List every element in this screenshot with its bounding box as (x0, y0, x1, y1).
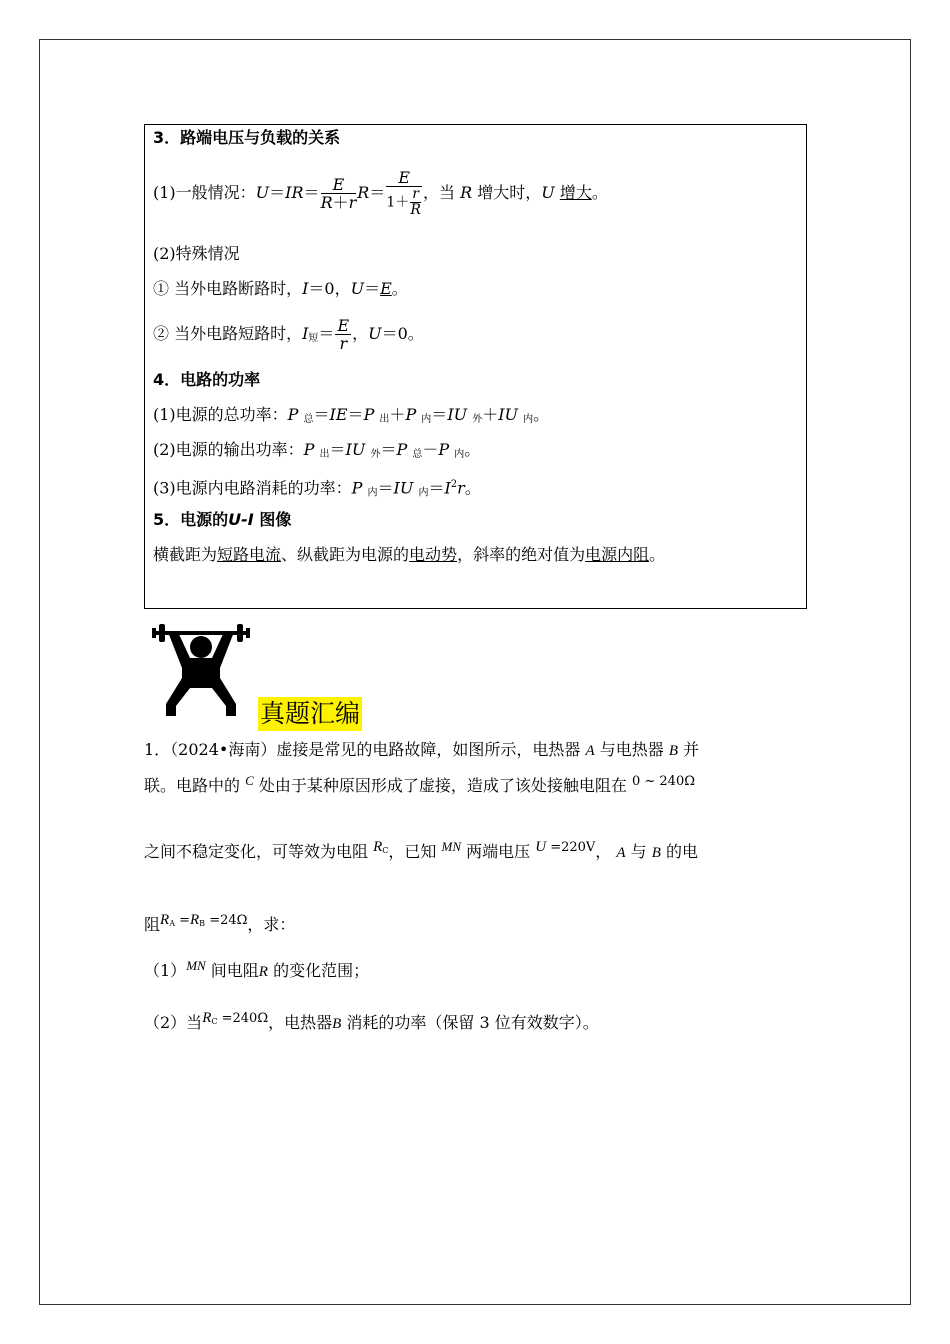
open-circuit-line: ① 当外电路断路时，I＝0，U＝E。 (153, 279, 408, 298)
section-5-title (153, 509, 291, 531)
section-5-title-prefix: 5．电源的 (153, 510, 229, 529)
total-power-line: (1)电源的总功率：P $_总$＝IE＝P $_出$＋P $_内$＝IU $_外$＋IU $_内$。 (153, 405, 550, 425)
ui-text-3: ，斜率的绝对值为 (457, 545, 586, 564)
question-text-4b: ，求： (247, 915, 296, 934)
general-case-formula: (1)一般情况：U＝IR＝ $\frac{E}{R+r}$ R＝ E 1＋ $\frac{r}{R}$ ，当 R 增大时，U 增大。 (153, 168, 608, 218)
internal-power-line: (3)电源内电路消耗的功率：P $_内$＝IU $_内=I^2r$。 (153, 478, 481, 499)
section-4-title: 4．电路的功率 (153, 370, 261, 389)
ui-text-1: 横截距为 (153, 545, 218, 564)
section-heading: 真题汇编 (258, 697, 362, 731)
question-line-1: 1．（2024•海南）虚接是常见的电路故障，如图所示，电热器 A 与电热器 B 并 (144, 740, 700, 759)
question-sub-1-num: （1） (144, 961, 187, 980)
internal-power-label: (3)电源内电路消耗的功率： (153, 478, 352, 498)
question-text-2b: 处由于某种原因形成了虚接，造成了该处接触电阻在 (258, 776, 627, 795)
question-line-4: 阻$^{R_A =R_B =24\Omega}$，求： (144, 912, 296, 934)
question-text-1a: 1．（2024•海南）虚接是常见的电路故障，如图所示，电热器 (144, 740, 581, 759)
output-power-line: (2)电源的输出功率：P $_出$＝IU $_外$＝P $_总$－P $_内$。 (153, 440, 481, 460)
question-sub-1-text-a: 间电阻 (210, 961, 259, 980)
question-sub-2-num: （2）当 (144, 1013, 203, 1032)
output-power-label: (2)电源的输出功率： (153, 440, 304, 459)
ui-answer-1: 短路电流 (217, 545, 282, 564)
ui-text-4: 。 (649, 545, 666, 564)
ui-text-2: 、纵截距为电源的 (281, 545, 410, 564)
question-range: 0 ~ 240Ω (631, 774, 696, 789)
general-case-text-2: 增大时， (477, 183, 542, 202)
question-text-1b: 与电热器 (599, 740, 664, 759)
question-sub-2-text-a: ，电热器 (268, 1013, 333, 1032)
total-power-label: (1)电源的总功率： (153, 405, 288, 424)
question-sub-2: （2）当$^{R_C =240\Omega}$，电热器B 消耗的功率（保留 3 位有效数字）。 (144, 1010, 599, 1032)
general-case-label: (1)一般情况： (153, 183, 256, 202)
question-resistance: =24Ω (209, 913, 248, 928)
question-text-4a: 阻 (144, 915, 161, 934)
question-text-1c: 并 (683, 740, 700, 759)
weightlifter-icon (150, 620, 252, 720)
open-circuit-label: ① 当外电路断路时， (153, 279, 303, 298)
special-case-title: (2)特殊情况 (153, 244, 240, 263)
question-text-3a: 之间不稳定变化，可等效为电阻 (144, 842, 369, 861)
section-5-title-var: U-I (228, 510, 254, 529)
question-text-3e: 的电 (666, 842, 699, 861)
question-line-3: 之间不稳定变化，可等效为电阻 $^{R_C}$，已知 $^{MN}$ 两端电压 $^{U =220V}$， A 与 B 的电 (144, 839, 699, 861)
question-line-2: 联。电路中的 $^C$ 处由于某种原因形成了虚接，造成了该处接触电阻在 $^{0 \sim 240\Omega}$ (144, 773, 696, 795)
ui-graph-line (153, 544, 665, 566)
section-5-title-suffix: 图像 (259, 510, 292, 529)
question-text-3b: ，已知 (388, 842, 437, 861)
section-3-title: 3．路端电压与负载的关系 (153, 128, 341, 147)
question-text-3d: 与 (630, 842, 647, 861)
question-sub-2-text-b: 消耗的功率（保留 3 位有效数字）。 (346, 1013, 599, 1032)
question-sub-2-value: =240Ω (221, 1011, 269, 1026)
question-sub-1: $(1)^{MN}$ 间电阻R 的变化范围； (144, 958, 370, 980)
question-text-3c: 两端电压 (466, 842, 531, 861)
general-case-text: ，当 (422, 183, 455, 202)
question-sub-1-text-b: 的变化范围； (273, 961, 370, 980)
open-circuit-answer: E (380, 279, 392, 298)
question-text-2a: 联。电路中的 (144, 776, 241, 795)
short-circuit-line: ② 当外电路短路时，$I_短=$ $\frac{E}{r}$ ，U＝0。 (153, 316, 424, 353)
question-voltage: =220V (550, 840, 596, 855)
short-circuit-label: ② 当外电路短路时， (153, 324, 303, 343)
ui-answer-3: 电源内阻 (585, 545, 650, 564)
ui-answer-2: 电动势 (409, 545, 458, 564)
general-case-answer: 增大 (559, 183, 592, 202)
